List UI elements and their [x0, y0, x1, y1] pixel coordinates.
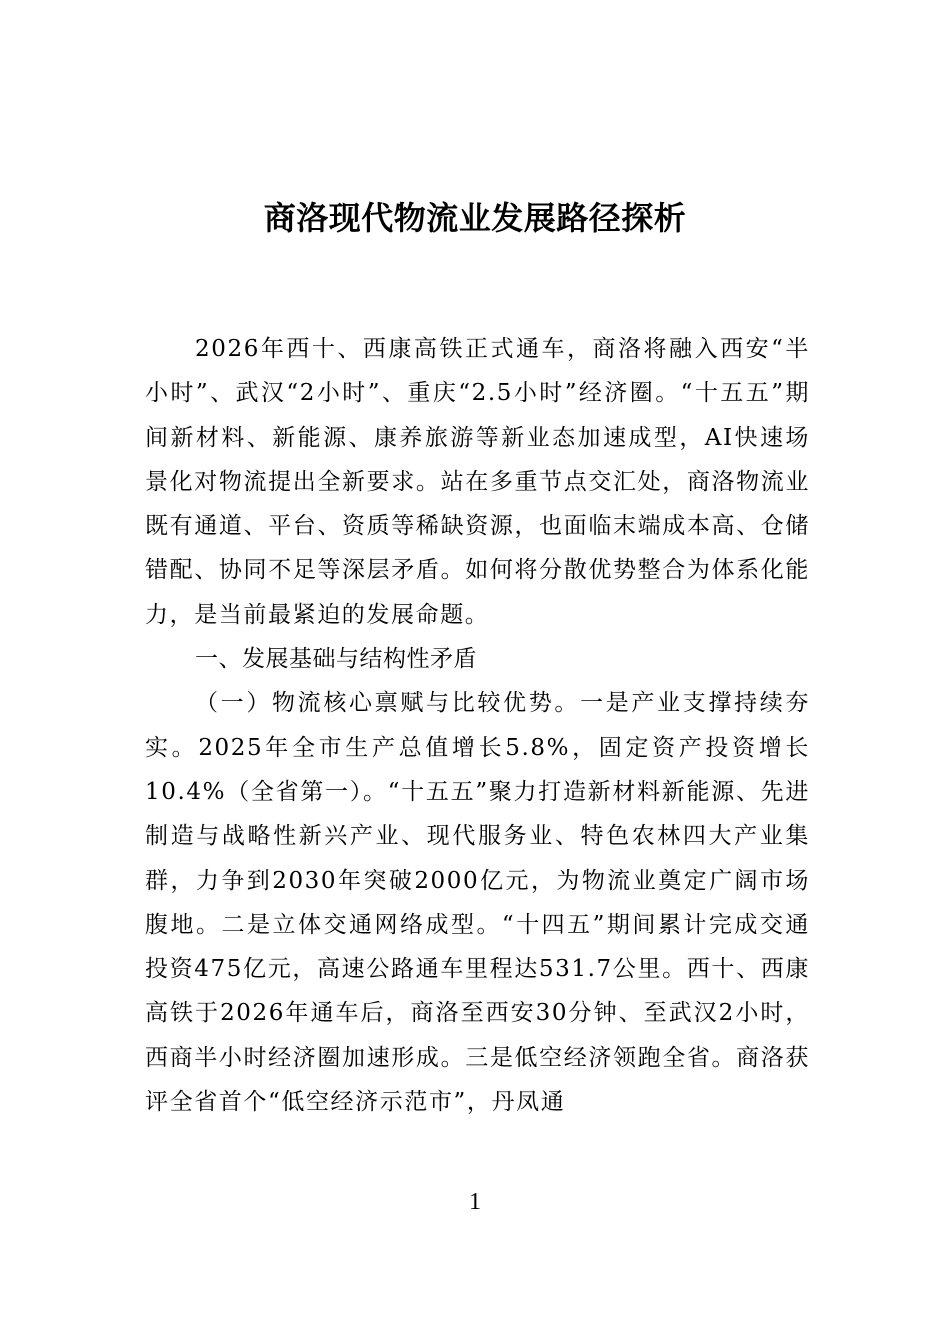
- intro-paragraph: 2026年西十、西康高铁正式通车，商洛将融入西安“半小时”、武汉“2小时”、重庆“2.5小时”经济圈。“十五五”期间新材料、新能源、康养旅游等新业态加速成型，AI快速场景化对物流提出全新要求。站在多重节点交汇处，商洛物流业既有通道、平台、资质等稀缺资源，也面临末端成本高、仓储错配、协同不足等深层矛盾。如何将分散优势整合为体系化能力，是当前最紧迫的发展命题。: [145, 336, 810, 628]
- document-body: [145, 327, 810, 1124]
- document-title: 商洛现代物流业发展路径探析: [263, 199, 687, 237]
- section-heading: 一、发展基础与结构性矛盾: [195, 646, 477, 673]
- section-paragraph: （一）物流核心禀赋与比较优势。一是产业支撑持续夯实。2025年全市生产总值增长5.8%，固定资产投资增长10.4%（全省第一）。“十五五”聚力打造新材料新能源、先进制造与战略性新兴产业、现代服务业、特色农林四大产业集群，力争到2030年突破2000亿元，为物流业奠定广阔市场腹地。二是立体交通网络成型。“十四五”期间累计完成交通投资475亿元，高速公路通车里程达531.7公里。西十、西康高铁于2026年通车后，商洛至西安30分钟、至武汉2小时，西商半小时经济圈加速形成。三是低空经济领跑全省。商洛获评全省首个“低空经济示范市”，丹凤通: [145, 690, 810, 1116]
- page-number: 1: [469, 1189, 481, 1215]
